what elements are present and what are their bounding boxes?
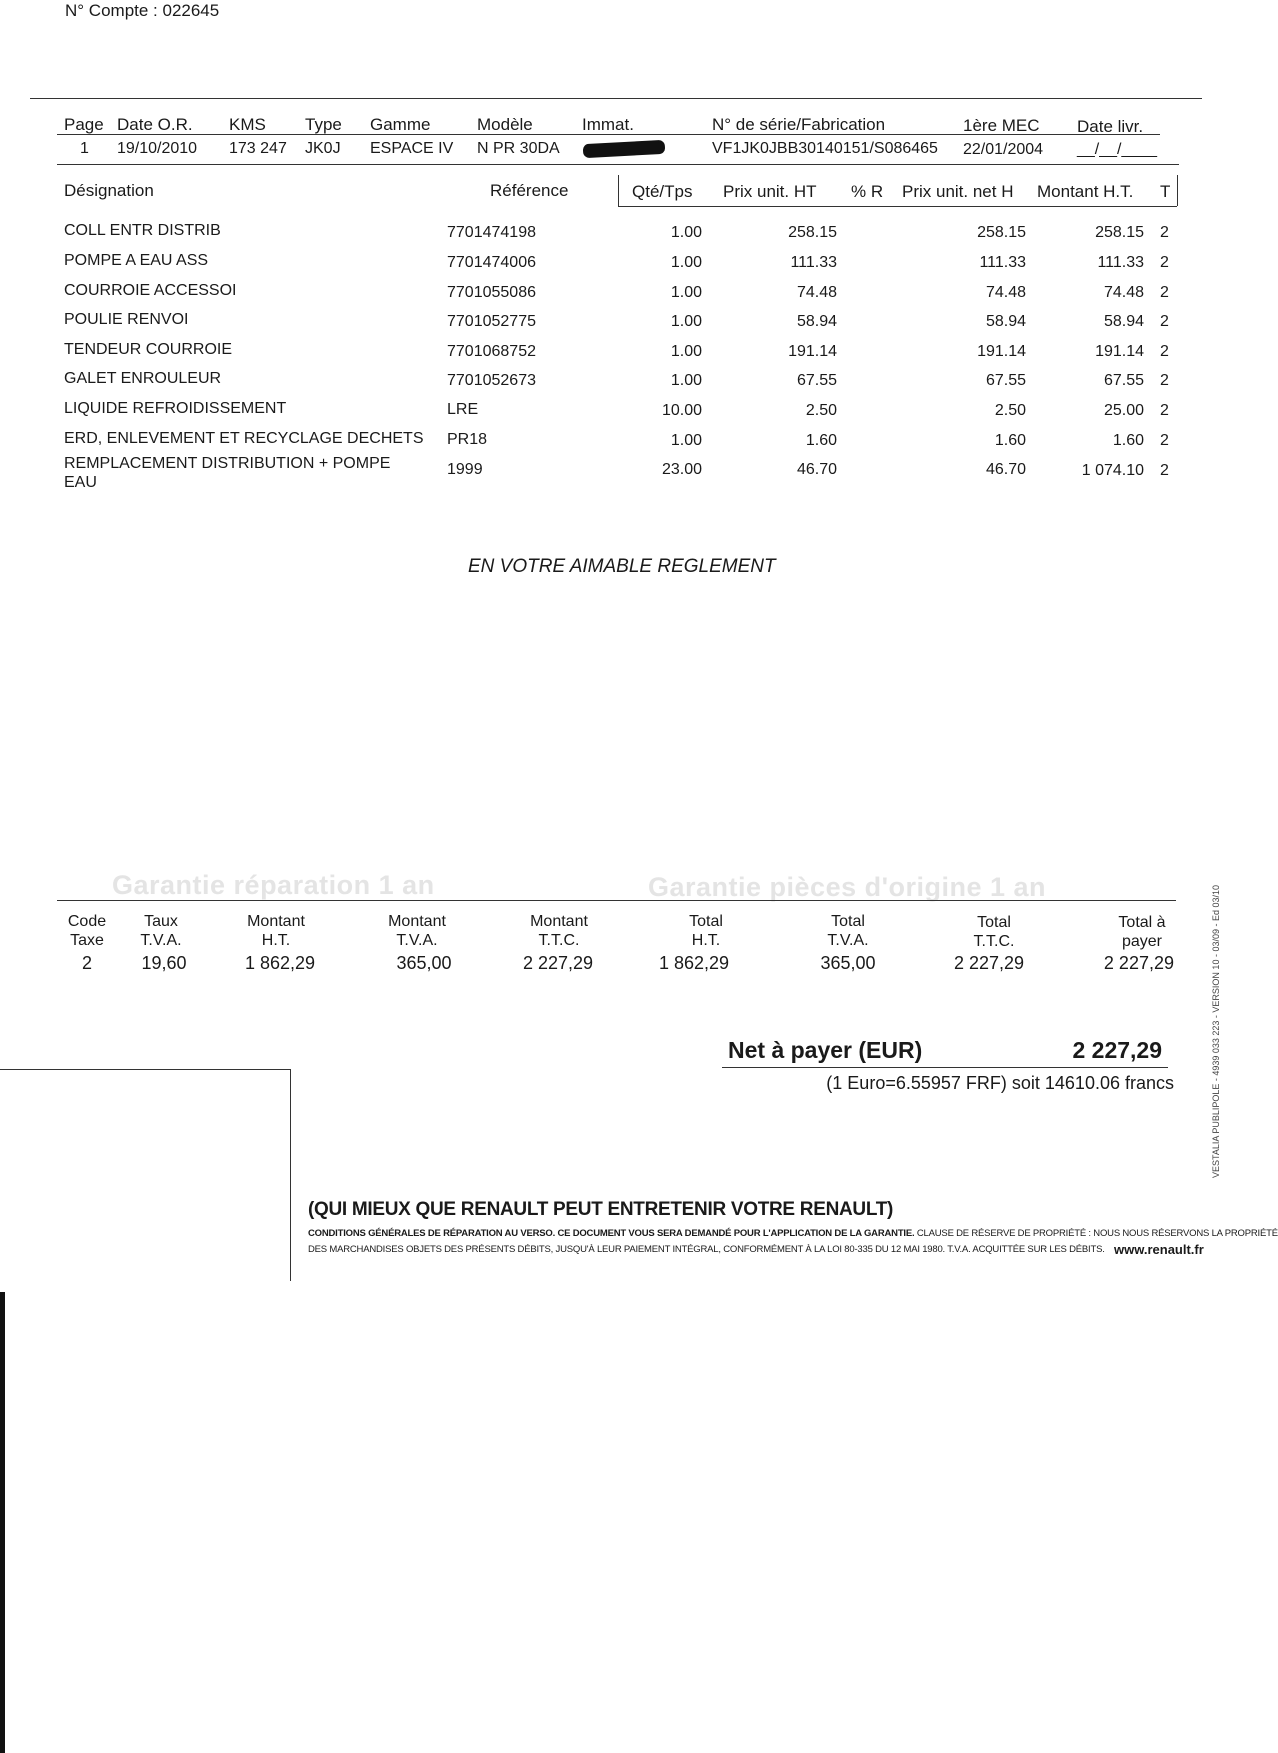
col-t: T — [1160, 182, 1171, 201]
row-montant: 1 074.10 — [1081, 462, 1144, 479]
row-reference: 1999 — [447, 461, 483, 478]
info-header-first-mec: 1ère MEC — [963, 116, 1040, 135]
row-montant: 258.15 — [1095, 224, 1144, 241]
tva-head-total-tva: Total T.V.A. — [827, 913, 869, 949]
info-page: 1 — [80, 140, 89, 157]
row-t: 2 — [1160, 254, 1169, 271]
info-header-date-or: Date O.R. — [117, 115, 193, 134]
redacted-registration — [583, 140, 666, 158]
row-montant: 191.14 — [1095, 343, 1144, 360]
row-qty: 1.00 — [670, 343, 702, 360]
row-reference: 7701055086 — [447, 284, 536, 301]
row-designation: POMPE A EAU ASS — [64, 252, 209, 269]
info-first-mec: 22/01/2004 — [963, 141, 1044, 158]
info-header-gamme: Gamme — [370, 115, 431, 134]
net-label: Net à payer (EUR) — [728, 1037, 923, 1063]
col-qty: Qté/Tps — [632, 182, 693, 201]
row-designation: TENDEUR COURROIE — [64, 341, 233, 358]
row-unit-net: 191.14 — [977, 343, 1026, 360]
info-header-serial: N° de série/Fabrication — [712, 115, 886, 134]
tva-total-payer: 2 227,29 — [1103, 953, 1174, 973]
row-unit-ht: 74.48 — [796, 284, 837, 301]
top-rule — [30, 98, 1202, 99]
row-montant: 25.00 — [1103, 402, 1144, 419]
tva-total-ht: 1 862,29 — [658, 953, 730, 973]
row-qty: 1.00 — [670, 254, 702, 271]
row-unit-net: 2.50 — [994, 402, 1026, 419]
conditions-line2: DES MARCHANDISES OBJETS DES PRÉSENTS DÉBITS, JUSQU'À LEUR PAIEMENT INTÉGRAL, CONFORMÉMENT À LA LOI 80-335 DU 12 MAI 1980. T.V.A. ACQUITTÉE SUR LES DÉBITS. — [308, 1244, 1105, 1255]
tva-head-total-ttc: Total T.T.C. — [973, 914, 1015, 950]
info-header-delivery-date: Date livr. — [1077, 117, 1144, 136]
frame-top-rule — [0, 1069, 290, 1070]
row-qty: 1.00 — [670, 224, 702, 241]
renault-slogan: (QUI MIEUX QUE RENAULT PEUT ENTRETENIR VOTRE RENAULT) — [308, 1199, 894, 1220]
row-designation: POULIE RENVOI — [64, 311, 189, 328]
net-rule — [722, 1067, 1168, 1068]
currency-conversion: (1 Euro=6.55957 FRF) soit 14610.06 francs — [826, 1073, 1174, 1093]
tva-head-montant-ht: Montant H.T. — [247, 913, 305, 949]
row-qty: 1.00 — [670, 432, 702, 449]
row-designation: ERD, ENLEVEMENT ET RECYCLAGE DECHETS — [64, 430, 424, 447]
info-header-rule — [57, 134, 1160, 135]
payment-message: EN VOTRE AIMABLE REGLEMENT — [468, 556, 776, 577]
row-unit-net: 58.94 — [985, 313, 1026, 330]
row-qty: 1.00 — [670, 372, 702, 389]
row-unit-ht: 1.60 — [805, 432, 837, 449]
tva-rate: 19,60 — [141, 953, 187, 973]
row-reference: 7701052673 — [447, 372, 536, 389]
row-designation-line2: EAU — [64, 474, 97, 491]
row-unit-net: 46.70 — [985, 461, 1026, 478]
row-unit-net: 74.48 — [985, 284, 1026, 301]
scan-edge — [0, 1292, 5, 1753]
col-remise: % R — [851, 182, 884, 201]
frame-right-rule — [290, 1069, 291, 1281]
row-unit-ht: 191.14 — [788, 343, 837, 360]
row-designation: COLL ENTR DISTRIB — [64, 222, 221, 239]
info-delivery-date: __/__/____ — [1077, 141, 1158, 158]
tva-head-total-ht: Total H.T. — [689, 913, 723, 949]
renault-website-link[interactable]: www.renault.fr — [1114, 1242, 1204, 1257]
row-unit-ht: 111.33 — [790, 254, 837, 271]
tva-montant-ttc: 2 227,29 — [522, 953, 594, 973]
row-unit-net: 1.60 — [994, 432, 1026, 449]
row-montant: 74.48 — [1103, 284, 1144, 301]
row-unit-ht: 58.94 — [796, 313, 837, 330]
row-reference: 7701052775 — [447, 313, 536, 330]
col-unit-net: Prix unit. net H — [902, 182, 1014, 201]
row-unit-net: 67.55 — [985, 372, 1026, 389]
info-type: JK0J — [305, 140, 341, 157]
row-reference: PR18 — [447, 431, 488, 448]
row-reference: 7701474198 — [447, 224, 536, 241]
net-amount: 2 227,29 — [1072, 1037, 1162, 1063]
col-reference: Référence — [490, 181, 569, 200]
lines-header-rule — [618, 206, 1177, 207]
row-t: 2 — [1160, 313, 1169, 330]
tva-head-montant-ttc: Montant T.T.C. — [530, 913, 588, 949]
lines-header-right-edge — [1177, 175, 1178, 206]
row-qty: 1.00 — [670, 313, 702, 330]
row-t: 2 — [1160, 372, 1169, 389]
info-date-or: 19/10/2010 — [117, 140, 198, 157]
row-t: 2 — [1160, 432, 1169, 449]
row-designation: COURROIE ACCESSOI — [64, 282, 237, 299]
row-designation: GALET ENROULEUR — [64, 370, 222, 387]
row-t: 2 — [1160, 402, 1169, 419]
info-header-kms: KMS — [229, 115, 266, 134]
tva-head-total-payer: Total à payer — [1118, 914, 1166, 950]
lines-header-divider — [618, 175, 619, 206]
info-gamme: ESPACE IV — [370, 140, 454, 157]
tva-montant-ht: 1 862,29 — [244, 953, 316, 973]
info-header-type: Type — [305, 115, 342, 134]
info-header-page: Page — [64, 115, 104, 134]
tva-head-rate: Taux T.V.A. — [140, 913, 182, 949]
tva-code: 2 — [81, 953, 92, 973]
warranty-parts-watermark: Garantie pièces d'origine 1 an — [648, 872, 1047, 902]
warranty-repair-watermark: Garantie réparation 1 an — [112, 870, 435, 900]
row-unit-ht: 258.15 — [788, 224, 837, 241]
row-montant: 111.33 — [1097, 254, 1144, 271]
row-t: 2 — [1160, 284, 1169, 301]
tva-total-ttc: 2 227,29 — [953, 953, 1025, 973]
account-number: N° Compte : 022645 — [65, 1, 220, 20]
tva-total-tva: 365,00 — [820, 953, 876, 973]
row-t: 2 — [1160, 343, 1169, 360]
printer-side-text: VESTALIA PUBLIPOLE - 4939 033 223 - VERSION 10 - 03/09 - Ed 03/10 — [1211, 885, 1221, 1178]
row-unit-ht: 46.70 — [796, 461, 837, 478]
tva-top-rule — [57, 900, 1176, 901]
row-unit-ht: 2.50 — [805, 402, 837, 419]
row-unit-net: 258.15 — [977, 224, 1026, 241]
row-t: 2 — [1160, 462, 1169, 479]
row-designation-line1: REMPLACEMENT DISTRIBUTION + POMPE — [64, 455, 391, 472]
row-reference: LRE — [447, 401, 479, 418]
info-bottom-rule — [57, 164, 1179, 165]
conditions-bold: CONDITIONS GÉNÉRALES DE RÉPARATION AU VERSO. CE DOCUMENT VOUS SERA DEMANDÉ POUR L'APPLICATION DE LA GARANTIE. — [308, 1228, 915, 1239]
row-qty: 10.00 — [661, 402, 702, 419]
tva-montant-tva: 365,00 — [396, 953, 452, 973]
row-designation: LIQUIDE REFROIDISSEMENT — [64, 400, 287, 417]
row-qty: 23.00 — [661, 461, 702, 478]
row-montant: 1.60 — [1112, 432, 1144, 449]
row-t: 2 — [1160, 224, 1169, 241]
conditions-line1 — [308, 1228, 1278, 1239]
info-modele: N PR 30DA — [477, 140, 560, 157]
info-serial: VF1JK0JBB30140151/S086465 — [712, 140, 938, 157]
row-reference: 7701474006 — [447, 254, 536, 271]
row-montant: 58.94 — [1103, 313, 1144, 330]
tva-head-code: Code Taxe — [67, 913, 107, 949]
row-unit-ht: 67.55 — [796, 372, 837, 389]
col-montant: Montant H.T. — [1037, 182, 1134, 201]
row-qty: 1.00 — [670, 284, 702, 301]
col-unit-ht: Prix unit. HT — [723, 182, 817, 201]
row-reference: 7701068752 — [447, 343, 536, 360]
conditions-rest: CLAUSE DE RÉSERVE DE PROPRIÉTÉ : NOUS NOUS RÉSERVONS LA PROPRIÉTÉ — [914, 1228, 1278, 1239]
row-unit-net: 111.33 — [979, 254, 1026, 271]
col-designation: Désignation — [64, 181, 154, 200]
info-kms: 173 247 — [229, 140, 287, 157]
row-montant: 67.55 — [1103, 372, 1144, 389]
tva-head-montant-tva: Montant T.V.A. — [388, 913, 446, 949]
info-header-immat: Immat. — [582, 115, 634, 134]
info-header-modele: Modèle — [477, 115, 533, 134]
